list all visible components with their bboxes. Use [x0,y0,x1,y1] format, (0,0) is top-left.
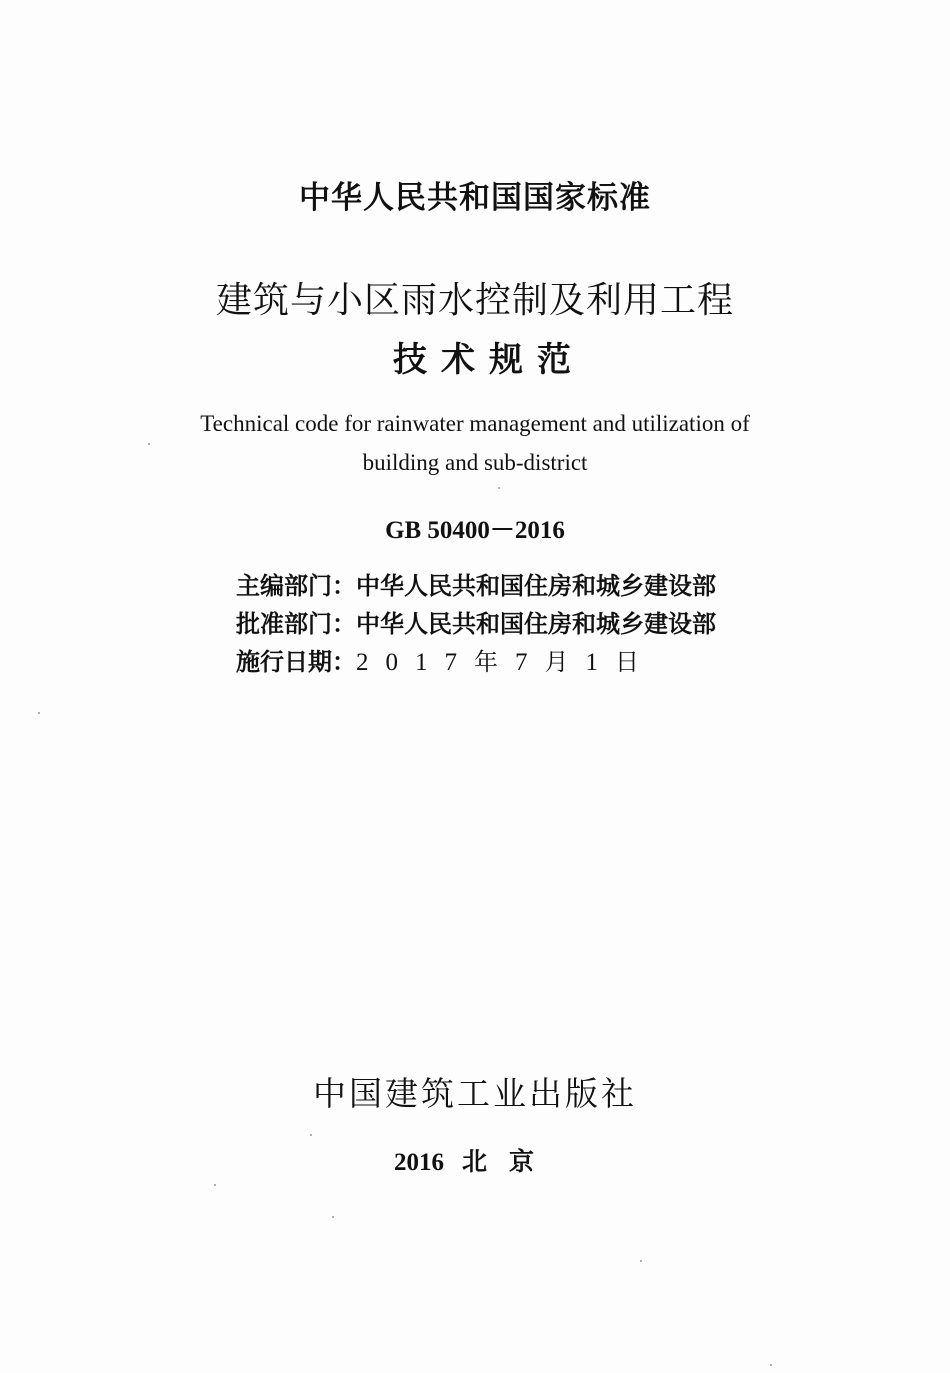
date-part: 1 [415,649,428,676]
document-subtitle: 技术规范 [393,340,585,380]
date-part: 1 [585,649,598,676]
english-title-line-2: building and sub-district [362,450,588,475]
scan-speck [148,443,150,445]
chief-editor-value: 中华人民共和国住房和城乡建设部 [356,572,716,600]
publication-year: 2016 [393,1149,444,1176]
publisher-name: 中国建筑工业出版社 [313,1074,637,1113]
standard-code: GB 50400－2016 [385,517,565,544]
date-part: 年 [474,648,498,676]
publication-city: 北京 [461,1147,556,1176]
english-title-line-1: Technical code for rainwater management and utilization of [200,411,750,436]
national-standard-heading: 中华人民共和国国家标准 [299,180,651,216]
publication-place-year [0,1142,950,1178]
scan-speck [770,1364,772,1366]
scan-speck [214,1184,216,1186]
approval-label: 批准部门： [236,610,356,638]
scan-speck [332,1216,334,1218]
english-title [0,404,950,482]
scan-speck [640,1260,642,1262]
date-part: 月 [544,648,569,676]
scan-speck [310,1134,312,1136]
date-part: 日 [615,648,639,676]
effective-date-row [236,643,796,681]
date-part: 2 [356,649,369,676]
chief-editor-label: 主编部门： [236,572,356,600]
scan-speck [498,487,500,489]
date-part: 7 [444,649,457,676]
scan-speck [38,712,40,714]
chief-editor-row [236,567,796,605]
date-part: 7 [515,649,528,676]
effective-date-value [356,643,656,682]
document-title: 建筑与小区雨水控制及利用工程 [215,280,734,321]
effective-date-label: 施行日期： [236,648,356,676]
approval-row [236,605,796,643]
approval-value: 中华人民共和国住房和城乡建设部 [356,610,716,638]
date-part: 0 [385,649,398,676]
